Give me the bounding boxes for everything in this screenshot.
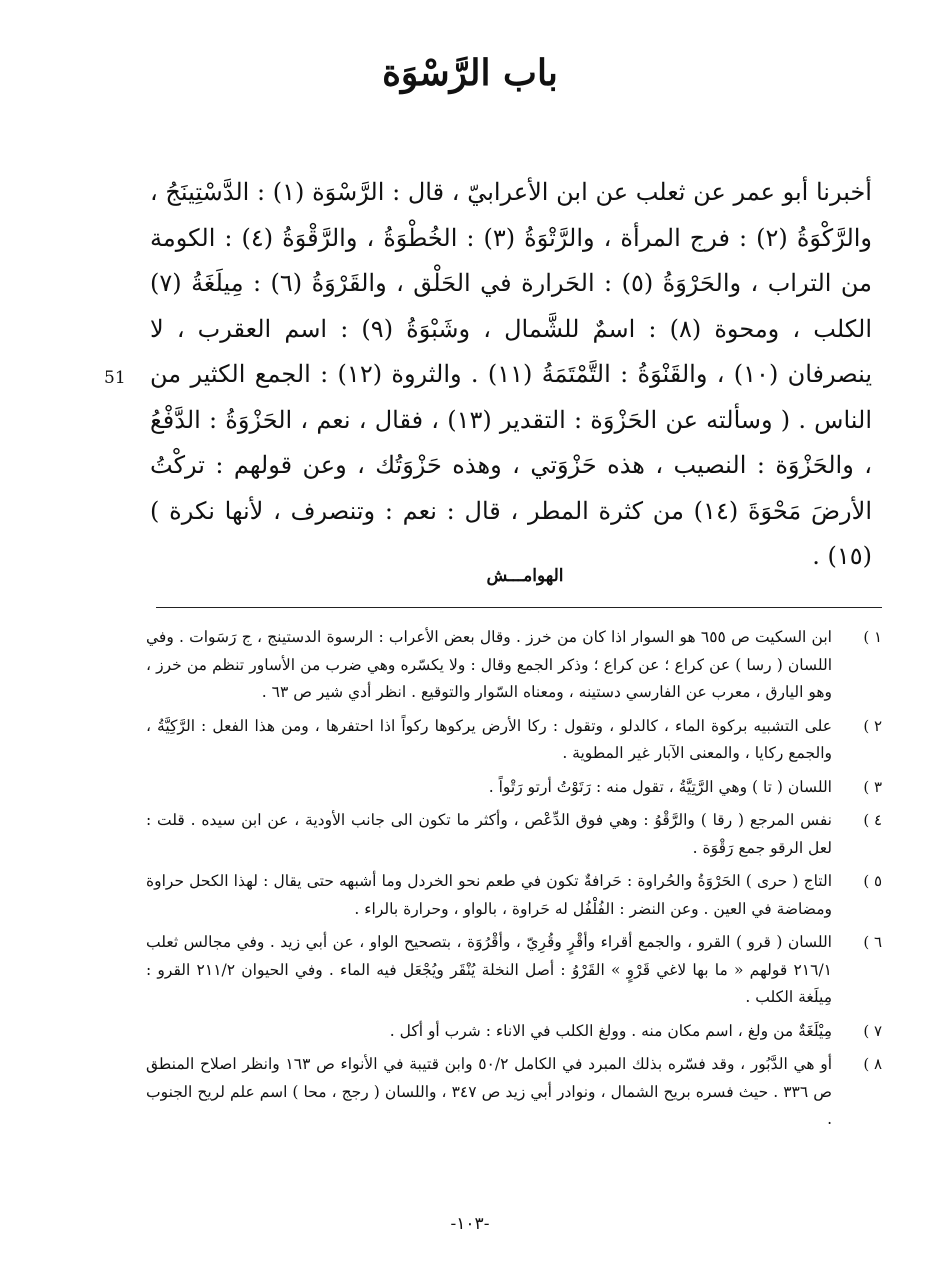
- footnote-number: ٣ ): [863, 777, 882, 796]
- footnote-6: [146, 929, 886, 1012]
- footnote-text: ابن السكيت ص ٦٥٥ هو السوار اذا كان من خرز . وقال بعض الأعراب : الرسوة الدستينج ، ج رَسَوات . وفي اللسان ( رسا ) عن كراع ؛ عن كراع ؛ وذكر الجمع وقال : ولا يكسّره وهي ضرب من الأساور تنظم من خرز ، وهو اليارق ، معرب عن الفارسي دستينه ، ومعناه السّوار والتوقيع . انظر أدي شير ص ٦٣ .: [146, 628, 832, 701]
- footnotes-heading: الهوامـــش: [486, 566, 564, 586]
- footnote-number: ١ ): [863, 628, 882, 646]
- footnote-text: مِيْلَغَةٌ من ولغ ، اسم مكان منه . وولغ الكلب في الاناء : شرب أو أكل .: [389, 1021, 832, 1040]
- footnote-text: اللسان ( تا ) وهي الرَّتِيَّةُ ، تقول منه : رَتَوْتُ أرتو رَتْواً .: [488, 777, 832, 796]
- footnote-7: [146, 1018, 886, 1046]
- footnote-8: [146, 1051, 886, 1134]
- footnote-text: على التشبيه بركوة الماء ، كالدلو ، وتقول : ركا الأرض يركوها ركواً اذا احتفرها ، ومن هذا الفعل : الرَّكِيَّةُ ، والجمع ركايا ، والمعنى الآبار غير المطوية .: [146, 716, 832, 762]
- footnote-number: ٥ ): [863, 872, 882, 890]
- page-number: -١٠٣-: [450, 1214, 490, 1234]
- footnote-text: التاج ( حرى ) الحَرْوَةُ والحُراوة : حَرافةٌ تكون في طعم نحو الخردل وما أشبهه حتى يقال : لهذا الكحل حراوة ومضاضة في العين . وعن النضر : الفُلْفُل له حَراوة ، بالواو ، وحرارة بالراء .: [146, 872, 832, 918]
- footnote-number: ٦ ): [863, 933, 882, 951]
- main-text-paragraph: أخبرنا أبو عمر عن ثعلب عن ابن الأعرابيّ ، قال : الرَّسْوَة (١) : الدَّسْتِينَجُ ، والرَّكْوَةُ (٢) : فرج المرأة ، والرَّتْوَةُ (٣) : الخُطْوَةُ ، والرَّقْوَةُ (٤) : الكومة من التراب ، والحَرْوَةُ (٥) : الحَرارة في الحَلْق ، والقَرْوَةُ (٦) : مِيلَغَةُ (٧) الكلب ، ومحوة (٨) : اسمٌ للشَّمال ، وشَبْوَةُ (٩) : اسم العقرب ، لا ينصرفان (١٠) ، والقَنْوَةُ : التَّمْتَمَةُ (١١) . والثروة (١٢) : الجمع الكثير من الناس . ( وسألته عن الحَزْوَة : التقدير (١٣) ، فقال ، نعم ، الحَزْوَةُ : الدَّفْعُ ، والحَزْوَة : النصيب ، هذه حَزْوَتي ، وهذه حَزْوَتُك ، وعن قولهم : تركْتُ الأرضَ مَحْوَةَ (١٤) من كثرة المطر ، قال : نعم : وتنصرف ، لأنها نكرة ) (١٥) .: [150, 178, 873, 570]
- footnote-4: [146, 807, 886, 862]
- footnote-3: [146, 774, 886, 802]
- footnote-5: [146, 868, 886, 923]
- footnote-number: ٧ ): [863, 1021, 882, 1040]
- footnote-number: ٤ ): [863, 811, 882, 829]
- footnotes-divider: [156, 607, 882, 608]
- footnotes-list: [146, 624, 886, 1140]
- footnote-number: ٨ ): [863, 1055, 882, 1073]
- margin-page-number: 51: [104, 368, 126, 388]
- footnote-number: ٢ ): [863, 716, 882, 735]
- footnote-1: [146, 624, 886, 707]
- chapter-title: باب الرَّسْوَة: [382, 52, 558, 94]
- footnote-text: اللسان ( قرو ) القرو ، والجمع أقراء وأقْرٍ وقُرِيّ ، وأقْرُوَة ، بتصحيح الواو ، عن أبي زيد . وفي مجالس ثعلب ٢١٦/١ قولهم « ما بها لاغي قَرْوٍ » القَرْوُ : أصل النخلة يُنْقَر ويُجْعَل فيه الماء . وفي الحيوان ٢١١/٢ القرو : مِيلَغة الكلب .: [146, 933, 833, 1006]
- footnote-text: نفس المرجع ( رقا ) والرَّقْوُ : وهي فوق الدِّعْص ، وأكثر ما تكون الى جانب الأودية ، عن ابن سيده . قلت : لعل الرقو جمع رَقْوَة .: [146, 811, 832, 857]
- footnote-text: أو هي الدَّبُور ، وقد فسّره بذلك المبرد في الكامل ٥٠/٢ وابن قتيبة في الأنواء ص ١٦٣ وانظر اصلاح المنطق ص ٣٣٦ . حيث فسره بريح الشمال ، ونوادر أبي زيد ص ٣٤٧ ، واللسان ( رجج ، محا ) اسم علم لريح الجنوب .: [146, 1055, 833, 1128]
- footnote-2: [146, 713, 886, 768]
